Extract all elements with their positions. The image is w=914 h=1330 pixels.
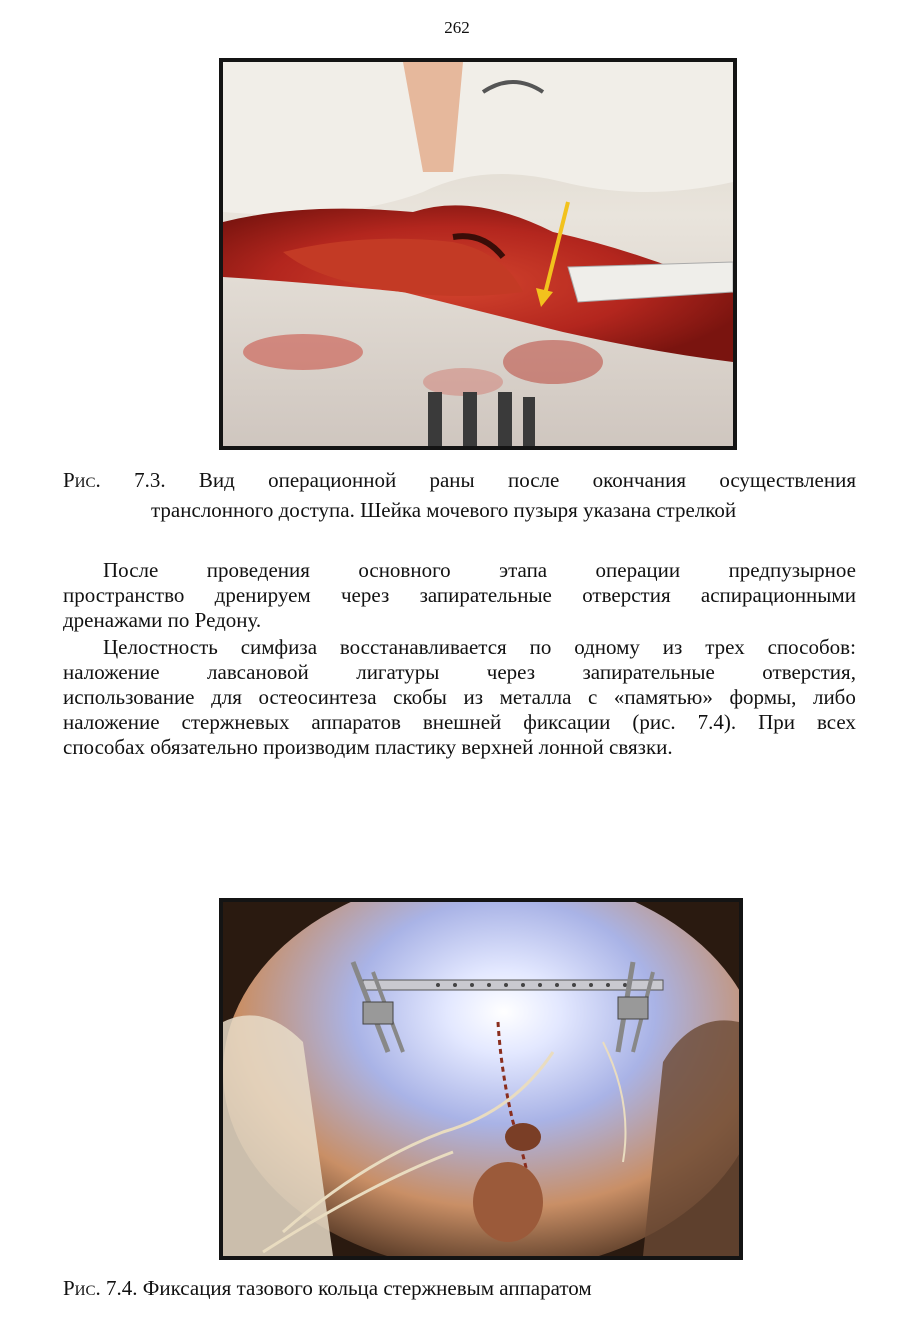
word: формы, <box>729 685 797 709</box>
word: трех <box>705 635 745 659</box>
caption-text: 7.4. Фиксация тазового кольца стержневым аппаратом <box>106 1276 592 1300</box>
caption-label: Рис. <box>63 1276 101 1300</box>
word: отверстия <box>582 583 671 607</box>
text-line <box>63 558 856 583</box>
word: металла <box>499 685 572 709</box>
word: пространство <box>63 583 185 607</box>
word: с <box>588 685 598 709</box>
word: (рис. <box>632 710 676 734</box>
caption-line-2: транслонного доступа. Шейка мочевого пузыря указана стрелкой <box>151 498 737 522</box>
word: по <box>529 635 552 659</box>
word: фиксации <box>523 710 611 734</box>
word: симфиза <box>240 635 318 659</box>
figure-7-4-photo <box>219 898 743 1260</box>
word: внешней <box>422 710 502 734</box>
text-line <box>63 710 856 735</box>
word: использование <box>63 685 195 709</box>
word: либо <box>812 685 856 709</box>
word: способов: <box>767 635 856 659</box>
body-text <box>63 558 856 760</box>
word: При <box>758 710 796 734</box>
word: дренируем <box>214 583 311 607</box>
word: лавсановой <box>207 660 309 684</box>
word: основного <box>358 558 451 582</box>
figure-7-4-caption <box>63 1273 863 1303</box>
word: операции <box>595 558 681 582</box>
word: для <box>211 685 242 709</box>
word: наложение <box>63 660 160 684</box>
caption-label: Рис. <box>63 468 101 492</box>
text-line <box>63 660 856 685</box>
text-line: дренажами по Редону. <box>63 608 262 632</box>
word: После <box>103 558 159 582</box>
word: через <box>341 583 390 607</box>
word: из <box>463 685 484 709</box>
text-line <box>63 635 856 660</box>
word: аспирационными <box>700 583 856 607</box>
text-line <box>63 583 856 608</box>
word: наложение <box>63 710 160 734</box>
word: одному <box>574 635 640 659</box>
word: «памятью» <box>613 685 713 709</box>
text-line: способах обязательно производим пластику верхней лонной связки. <box>63 735 673 759</box>
word: всех <box>816 710 856 734</box>
caption-word: операционной <box>268 468 397 492</box>
word: этапа <box>499 558 548 582</box>
caption-word: после <box>507 468 560 492</box>
caption-word: раны <box>429 468 475 492</box>
figure-7-3-photo <box>219 58 737 450</box>
word: отверстия, <box>762 660 856 684</box>
word: 7.4). <box>697 710 737 734</box>
word: через <box>486 660 536 684</box>
word: восстанавливается <box>339 635 507 659</box>
figure-7-3-caption <box>63 465 856 525</box>
word: лигатуры <box>356 660 440 684</box>
word: проведения <box>206 558 310 582</box>
word: Целостность <box>103 635 218 659</box>
word: стержневых <box>181 710 290 734</box>
word: предпузырное <box>728 558 856 582</box>
caption-number: 7.3. <box>134 468 166 492</box>
text-line <box>63 685 856 710</box>
caption-word: Вид <box>198 468 235 492</box>
word: остеосинтеза <box>258 685 377 709</box>
caption-word: окончания <box>592 468 687 492</box>
word: запирательные <box>419 583 552 607</box>
paragraph-2 <box>63 635 856 760</box>
word: из <box>662 635 683 659</box>
word: аппаратов <box>311 710 401 734</box>
paragraph-1 <box>63 558 856 633</box>
word: скобы <box>393 685 447 709</box>
page-number: 262 <box>444 18 470 37</box>
word: запирательные <box>582 660 715 684</box>
caption-word: осуществления <box>719 468 856 492</box>
